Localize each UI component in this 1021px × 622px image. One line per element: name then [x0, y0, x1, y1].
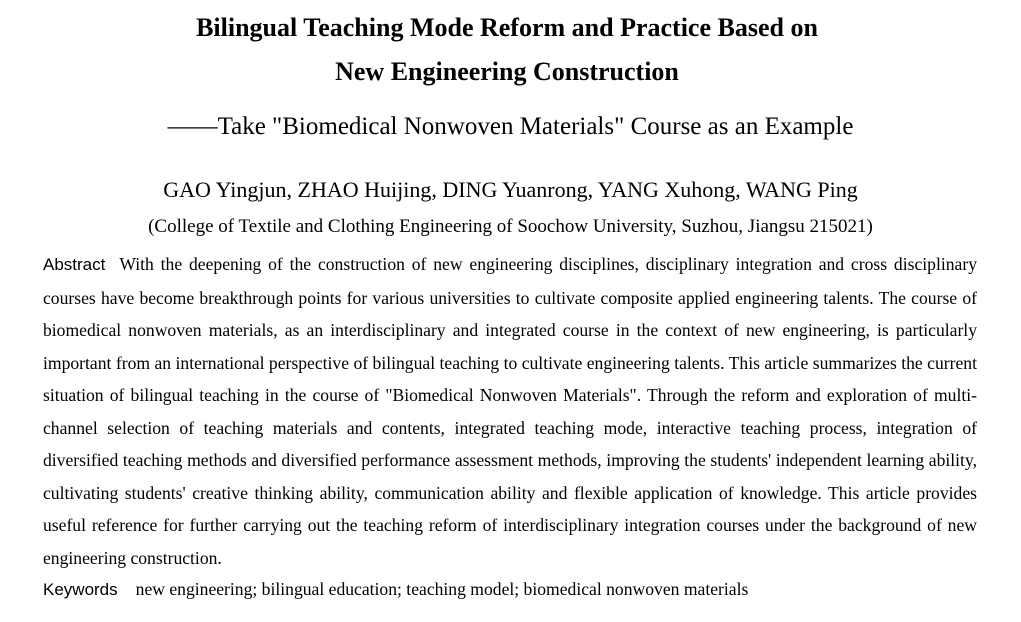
keywords-label: Keywords — [43, 580, 118, 599]
keywords-text: new engineering; bilingual education; teaching model; biomedical nonwoven materials — [135, 579, 749, 599]
abstract-text: With the deepening of the construction of new engineering disciplines, disciplinary integration and cross disciplinary courses have become breakthrough points for various universities to cultivate composite applied engineering talents. The course of biomedical nonwoven materials, as an interdisciplinary and integrated course in the context of new engineering, is particularly important from an international perspective of bilingual teaching to cultivate engineering talents. This article summarizes the current situation of bilingual teaching in the course of "Biomedical Nonwoven Materials". Through the reform and exploration of multi-channel selection of teaching materials and contents, integrated teaching mode, interactive teaching process, integration of diversified teaching methods and diversified performance assessment methods, improving the students' independent learning ability, cultivating students' creative thinking ability, communication ability and flexible application of knowledge. This article provides useful reference for further carrying out the teaching reform of interdisciplinary integration courses under the background of new engineering construction. — [43, 254, 977, 568]
paper-title-line-2: New Engineering Construction — [335, 57, 679, 86]
author-list: GAO Yingjun, ZHAO Huijing, DING Yuanrong, YANG Xuhong, WANG Ping — [163, 177, 858, 202]
author-affiliation: (College of Textile and Clothing Engineering of Soochow University, Suzhou, Jiangsu 215021) — [148, 216, 873, 237]
paper-subtitle: ——Take "Biomedical Nonwoven Materials" Course as an Example — [167, 113, 854, 140]
abstract-section — [43, 248, 977, 574]
abstract-label: Abstract — [43, 255, 106, 274]
keywords-section — [43, 574, 977, 605]
paper-title-line-1: Bilingual Teaching Mode Reform and Practice Based on — [196, 13, 818, 42]
